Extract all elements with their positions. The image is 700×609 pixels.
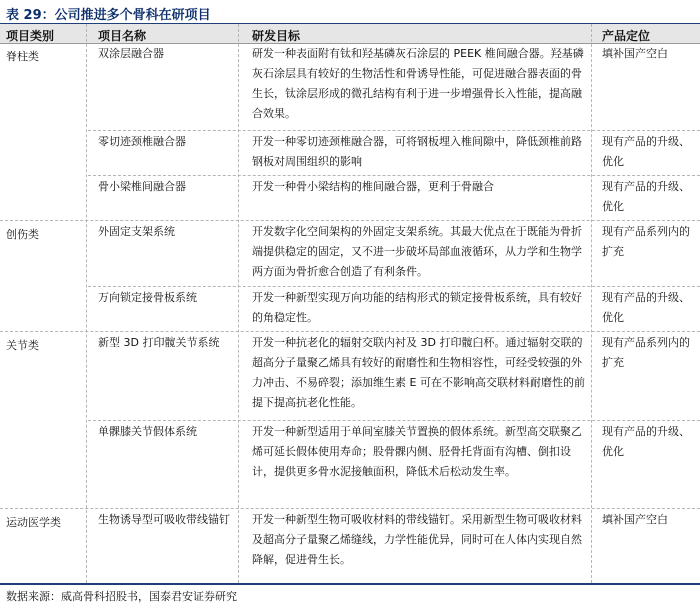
project-name: 万向锁定接骨板系统	[98, 291, 197, 304]
product-position: 填补国产空白	[602, 47, 668, 60]
product-position: 填补国产空白	[602, 513, 668, 526]
header-position: 产品定位	[602, 29, 651, 43]
column-divider	[238, 24, 239, 583]
product-position: 现有产品的升级、优化	[602, 135, 690, 168]
group-divider	[0, 220, 700, 221]
product-position: 现有产品的升级、优化	[602, 180, 690, 213]
table-bottom-rule	[0, 583, 700, 585]
row-divider	[88, 130, 700, 131]
row-divider	[88, 175, 700, 176]
header-goal: 研发目标	[252, 29, 301, 43]
table-title: 表 29：公司推进多个骨科在研项目	[6, 8, 211, 23]
category-label: 脊柱类	[6, 50, 39, 63]
project-name: 生物诱导型可吸收带线锚钉	[98, 513, 230, 526]
project-goal: 开发一种新型适用于单间室膝关节置换的假体系统。新型高交联聚乙烯可延长假体使用寿命；股骨髁内侧、胫骨托背面有沟槽、倒扣设计，提供更多骨水泥接触面积，降低术后松动发生率。	[252, 425, 582, 478]
project-goal: 开发一种新型生物可吸收材料的带线锚钉。采用新型生物可吸收材料及超高分子量聚乙烯缝线，力学性能优异，同时可在人体内实现自然降解，促进骨生长。	[252, 513, 582, 566]
row-divider	[88, 420, 700, 421]
group-divider	[0, 331, 700, 332]
project-goal: 开发一种骨小梁结构的椎间融合器，更利于骨融合	[252, 180, 494, 193]
project-goal: 开发一种新型实现万向功能的结构形式的锁定接骨板系统，具有较好的角稳定性。	[252, 291, 582, 324]
column-divider	[86, 24, 87, 583]
project-goal: 研发一种表面附有钛和羟基磷灰石涂层的 PEEK 椎间融合器。羟基磷灰石涂层具有较好的生物活性和骨诱导性能，可促进融合器表面的骨生长，钛涂层形成的微孔结构有利于进一步增强骨长入性能，提高融合效果。	[252, 47, 584, 120]
header-name: 项目名称	[98, 29, 147, 43]
project-goal: 开发数字化空间架构的外固定支架系统。其最大优点在于既能为骨折端提供稳定的固定，又不进一步破坏局部血液循环，从力学和生物学两方面为骨折愈合创造了有利条件。	[252, 225, 582, 278]
project-name: 双涂层融合器	[98, 47, 164, 60]
product-position: 现有产品系列内的扩充	[602, 225, 690, 258]
row-divider	[88, 286, 700, 287]
column-divider	[591, 24, 592, 583]
product-position: 现有产品系列内的扩充	[602, 336, 690, 369]
category-label: 创伤类	[6, 228, 39, 241]
source-note: 数据来源：威高骨科招股书，国泰君安证券研究	[6, 590, 237, 603]
product-position: 现有产品的升级、优化	[602, 291, 690, 324]
header-category: 项目类别	[6, 29, 55, 43]
product-position: 现有产品的升级、优化	[602, 425, 690, 458]
project-name: 新型 3D 打印髋关节系统	[98, 336, 220, 349]
category-label: 运动医学类	[6, 516, 61, 529]
project-name: 零切迹颈椎融合器	[98, 135, 186, 148]
group-divider	[0, 508, 700, 509]
project-name: 骨小梁椎间融合器	[98, 180, 186, 193]
project-goal: 开发一种零切迹颈椎融合器，可将钢板埋入椎间隙中，降低颈椎前路钢板对周围组织的影响	[252, 135, 582, 168]
category-label: 关节类	[6, 339, 39, 352]
project-name: 单髁膝关节假体系统	[98, 425, 197, 438]
project-name: 外固定支架系统	[98, 225, 175, 238]
project-goal: 开发一种抗老化的辐射交联内衬及 3D 打印髋臼杯。通过辐射交联的超高分子量聚乙烯具有较好的耐磨性和生物相容性，可经受较强的外力冲击、不易碎裂；添加维生素 E 可在不影响高交联材料耐磨性的前提下提高抗老化性能。	[252, 336, 585, 409]
